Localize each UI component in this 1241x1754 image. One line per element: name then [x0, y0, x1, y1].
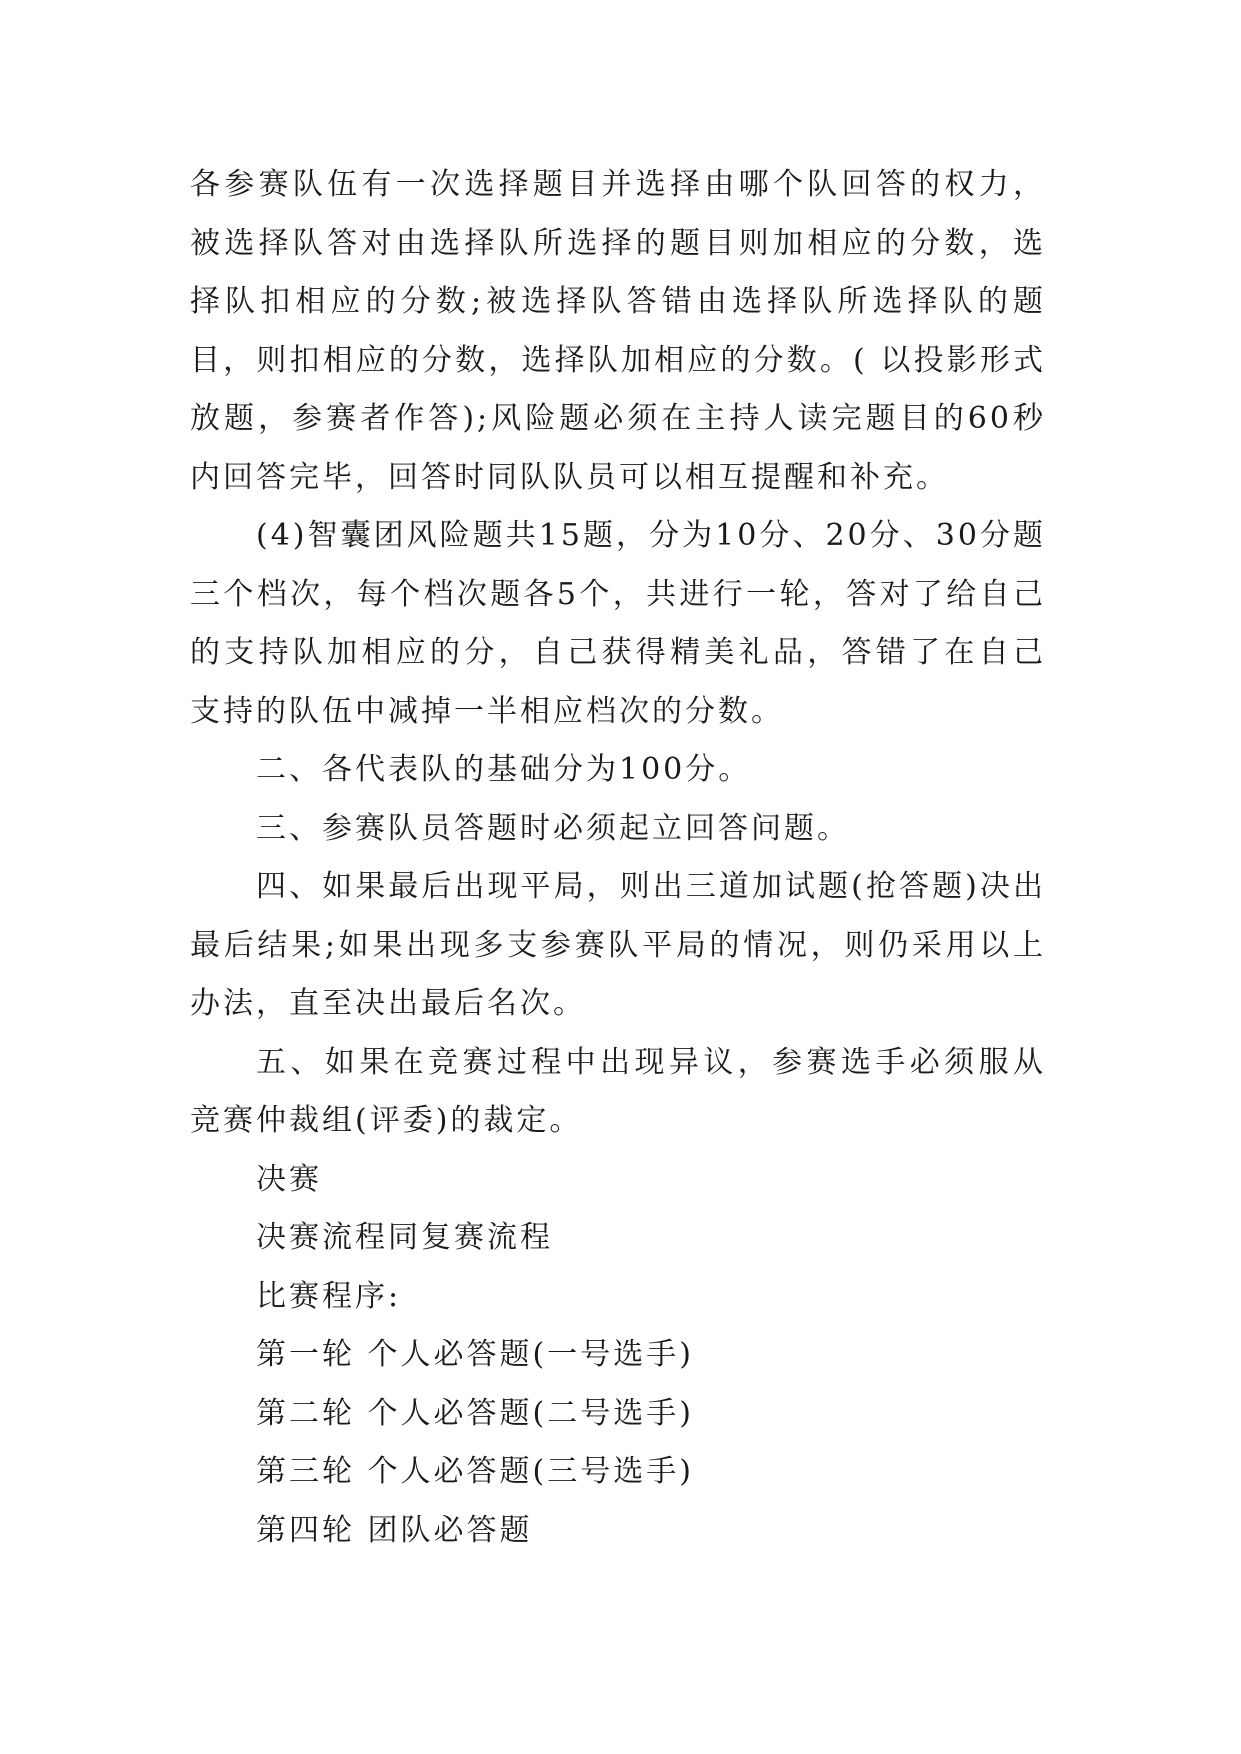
- line-round-2: 第二轮 个人必答题(二号选手): [256, 1395, 694, 1431]
- paragraph-arbitration: 五、如果在竞赛过程中出现异议，参赛选手必须服从竞赛仲裁组(评委)的裁定。: [190, 1044, 1046, 1138]
- paragraph-tie-break: 四、如果最后出现平局，则出三道加试题(抢答题)决出最后结果;如果出现多支参赛队平局的情况，则仍采用以上办法，直至决出最后名次。: [190, 869, 1046, 1021]
- line-final-process: 决赛流程同复赛流程: [256, 1220, 553, 1255]
- line-round-1: 第一轮 个人必答题(一号选手): [256, 1337, 694, 1372]
- line-round-3: 第三轮 个人必答题(三号选手): [256, 1454, 694, 1489]
- paragraph-think-tank-risk: (4)智囊团风险题共15题，分为10分、20分、30分题三个档次，每个档次题各5个，共进行一轮，答对了给自己的支持队加相应的分，自己获得精美礼品，答错了在自己支持的队伍中减掉一半相应档次的分数。: [190, 518, 1046, 729]
- paragraph-answer-rules: 各参赛队伍有一次选择题目并选择由哪个队回答的权力，被选择队答对由选择队所选择的题目则加相应的分数，选择队扣相应的分数;被选择队答错由选择队所选择队的题目，则扣相应的分数，选择队加相应的分数。( 以投影形式放题，参赛者作答);风险题必须在主持人读完题目的60秒内回答完毕，回答时同队队员可以相互提醒和补充。: [190, 167, 1046, 495]
- document-body: [190, 156, 1046, 1560]
- paragraph-stand-to-answer: 三、参赛队员答题时必须起立回答问题。: [256, 810, 850, 846]
- paragraph-base-score: 二、各代表队的基础分为100分。: [256, 752, 752, 787]
- line-round-4: 第四轮 团队必答题: [256, 1512, 533, 1548]
- heading-final: 决赛: [256, 1161, 322, 1197]
- line-match-procedure: 比赛程序:: [256, 1278, 402, 1314]
